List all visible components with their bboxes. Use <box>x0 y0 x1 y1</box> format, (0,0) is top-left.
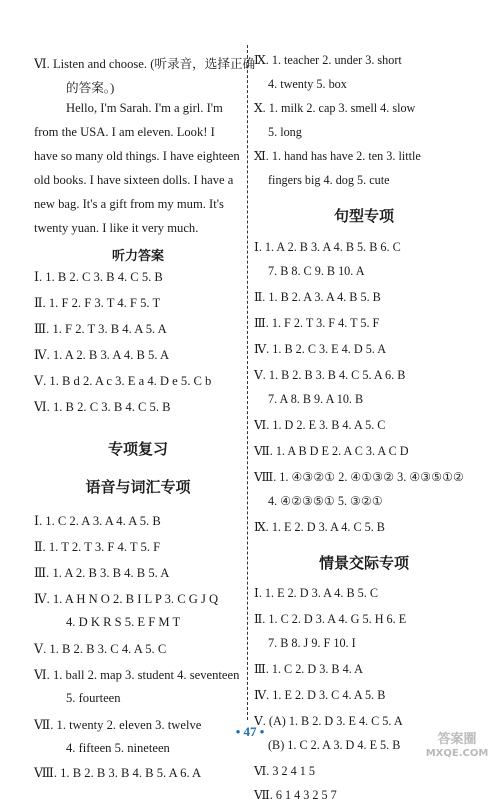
answer-line: Ⅱ. 1. B 2. A 3. A 4. B 5. B <box>254 290 381 304</box>
answer-line: Ⅴ. 1. B 2. B 3. B 4. C 5. A 6. B <box>254 368 406 382</box>
answer-line: Ⅱ. 1. F 2. F 3. T 4. F 5. T <box>34 296 161 310</box>
answer-line: Ⅹ. 1. milk 2. cap 3. smell 4. slow <box>254 101 416 115</box>
answer-line: Ⅲ. 1. F 2. T 3. B 4. A 5. A <box>34 322 167 336</box>
section-title-tingli: 听力答案 <box>111 249 164 264</box>
story-line: twenty yuan. I like it very much. <box>34 221 199 235</box>
answer-line: Ⅵ. 1. ball 2. map 3. student 4. seventeen <box>34 668 240 682</box>
answer-line: Ⅵ. 1. D 2. E 3. B 4. A 5. C <box>254 418 386 432</box>
answer-line: Ⅳ. 1. A H N O 2. B I L P 3. C G J Q <box>34 592 219 606</box>
answer-line: Ⅳ. 1. A 2. B 3. A 4. B 5. A <box>34 348 170 362</box>
answer-line: 4. fifteen 5. nineteen <box>66 741 170 755</box>
answer-line: Ⅴ. 1. B d 2. A c 3. E a 4. D e 5. C b <box>34 374 212 388</box>
watermark-text: 答案圈 <box>437 732 477 747</box>
answer-line: Ⅵ. 3 2 4 1 5 <box>254 764 316 778</box>
story-line: Hello, I'm Sarah. I'm a girl. I'm <box>66 101 223 115</box>
story-line: from the USA. I am eleven. Look! I <box>34 125 215 139</box>
answer-line: 5. long <box>268 125 302 139</box>
answer-line: Ⅶ. 1. A B D E 2. A C 3. A C D <box>254 444 409 458</box>
story-line: new bag. It's a gift from my mum. It's <box>34 197 224 211</box>
answer-line: Ⅰ. 1. A 2. B 3. A 4. B 5. B 6. C <box>254 240 401 254</box>
answer-line: Ⅲ. 1. A 2. B 3. B 4. B 5. A <box>34 566 170 580</box>
section-title-yuyin: 语音与词汇专项 <box>85 478 191 496</box>
answer-line: Ⅸ. 1. teacher 2. under 3. short <box>254 53 402 67</box>
answer-line: 7. B 8. J 9. F 10. I <box>268 636 356 650</box>
answer-line: Ⅳ. 1. E 2. D 3. C 4. A 5. B <box>254 688 386 702</box>
section-title-qingjing: 情景交际专项 <box>318 554 409 572</box>
page-number: • 47 • <box>235 724 265 739</box>
answer-line: 5. fourteen <box>66 691 121 705</box>
story-line: have so many old things. I have eighteen <box>34 149 240 163</box>
answer-line: Ⅱ. 1. T 2. T 3. F 4. T 5. F <box>34 540 161 554</box>
answer-line: 7. A 8. B 9. A 10. B <box>268 392 364 406</box>
answer-line: Ⅶ. 1. twenty 2. eleven 3. twelve <box>34 718 202 732</box>
answer-line: Ⅵ. 1. B 2. C 3. B 4. C 5. B <box>34 400 171 414</box>
answer-line: 4. ④②③⑤① 5. ③②① <box>268 494 383 508</box>
answer-line: Ⅰ. 1. C 2. A 3. A 4. A 5. B <box>34 514 161 528</box>
section-title-zhuanxiang: 专项复习 <box>107 440 168 458</box>
answer-line: Ⅳ. 1. B 2. C 3. E 4. D 5. A <box>254 342 387 356</box>
answer-line: Ⅱ. 1. C 2. D 3. A 4. G 5. H 6. E <box>254 612 407 626</box>
listen-heading-line: Ⅵ. Listen and choose. (听录音，选择正确 <box>34 57 256 71</box>
answer-line: Ⅺ. 1. hand has have 2. ten 3. little <box>254 149 421 163</box>
answer-line: Ⅶ. 6 1 4 3 2 5 7 <box>254 788 337 802</box>
answer-line: 4. twenty 5. box <box>268 77 347 91</box>
story-line: old books. I have sixteen dolls. I have a <box>34 173 234 187</box>
answer-line: Ⅸ. 1. E 2. D 3. A 4. C 5. B <box>254 520 385 534</box>
answer-line: Ⅷ. 1. B 2. B 3. B 4. B 5. A 6. A <box>34 766 202 780</box>
answer-line: 4. D K R S 5. E F M T <box>66 615 181 629</box>
section-title-juxing: 句型专项 <box>333 207 394 225</box>
listen-heading-line: 的答案。) <box>66 81 115 95</box>
answer-line: Ⅴ. (A) 1. B 2. D 3. E 4. C 5. A <box>254 714 403 728</box>
column-divider <box>247 45 248 720</box>
answer-line: Ⅰ. 1. E 2. D 3. A 4. B 5. C <box>254 586 378 600</box>
answer-line: Ⅲ. 1. F 2. T 3. F 4. T 5. F <box>254 316 380 330</box>
watermark-text: MXQE.COM <box>425 748 489 759</box>
answer-line: fingers big 4. dog 5. cute <box>268 173 390 187</box>
answer-line: (B) 1. C 2. A 3. D 4. E 5. B <box>268 738 401 752</box>
answer-line: Ⅰ. 1. B 2. C 3. B 4. C 5. B <box>34 270 163 284</box>
answer-line: Ⅲ. 1. C 2. D 3. B 4. A <box>254 662 363 676</box>
answer-line: 7. B 8. C 9. B 10. A <box>268 264 365 278</box>
answer-line: Ⅴ. 1. B 2. B 3. C 4. A 5. C <box>34 642 167 656</box>
watermark-logo <box>418 729 496 759</box>
answer-line: Ⅷ. 1. ④③②① 2. ④①③② 3. ④③⑤①② <box>254 470 464 484</box>
